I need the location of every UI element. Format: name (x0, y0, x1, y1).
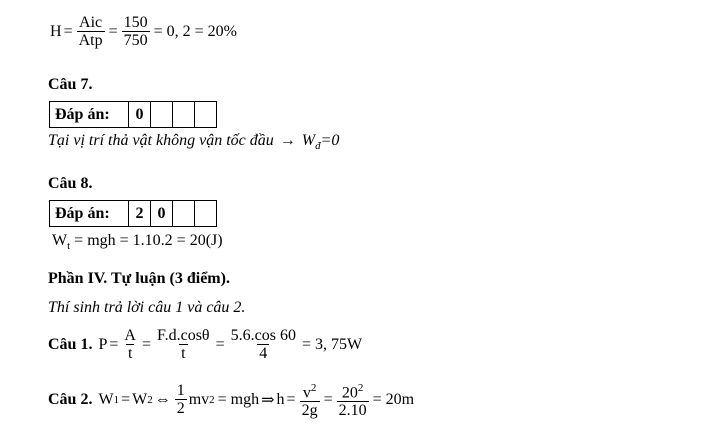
q7-answer-cell (151, 102, 173, 128)
part4-heading: Phần IV. Tự luận (3 điểm). (48, 270, 230, 287)
q8-title: Câu 8. (48, 175, 93, 192)
c1-title: Câu 1. (48, 336, 93, 353)
c1-formula: Câu 1. P = $\frac{A}{t}$ = $\frac{F.d.\cos\theta}{t}$ = $\frac{5.6.\cos 60}{4}$ = 3, 75W (48, 327, 363, 362)
q7-answer-label: Đáp án: (50, 102, 129, 128)
c2-result: = 20m (372, 391, 415, 409)
arrow-icon: → (279, 132, 296, 149)
q7-answer-cell (173, 102, 195, 128)
q8-answer-grid (49, 200, 217, 227)
efficiency-formula: H = $\frac{\text{Aic}}{\text{Atp}}$ = $\frac{150}{750}$ = 0, 2 = 20% (50, 14, 237, 49)
c2-fraction-numeric: $\frac{20^2}{2.10}$ (338, 382, 367, 420)
q8-formula: $W_t$ = mgh = 1.10.2 = 20(J) (52, 232, 223, 253)
implies-icon: ⇒ (261, 392, 275, 410)
q7-answer-cell: 0 (129, 102, 151, 128)
efficiency-fraction-2: $\frac{150}{750}$ (123, 14, 148, 49)
c2-formula: Câu 2. W 1 = W 2 ⇔ $\frac{1}{2}$ mv 2 = mgh ⇒ h = $\frac{v^2}{2g}$ = $\frac{20^2}{2.10}$ = 20m (48, 382, 415, 420)
q8-answer-cell: 0 (151, 201, 173, 227)
part4-instruction: Thí sinh trả lời câu 1 và câu 2. (48, 299, 246, 316)
c2-fraction-v2-2g: $\frac{v^2}{2g}$ (301, 382, 318, 420)
q8-answer-cell: 2 (129, 201, 151, 227)
c1-fraction-1: $\frac{A}{t}$ (124, 327, 136, 362)
c1-fraction-3: $\frac{5.6.\cos 60}{4}$ (230, 327, 296, 362)
q7-answer-grid (49, 101, 217, 128)
efficiency-fraction-1: $\frac{\text{Aic}}{\text{Atp}}$ (78, 14, 103, 49)
q8-answer-label: Đáp án: (50, 201, 129, 227)
q7-title: Câu 7. (48, 76, 93, 93)
efficiency-lhs: H (50, 23, 62, 40)
q8-answer-cell (173, 201, 195, 227)
efficiency-result: = 0, 2 = 20% (153, 23, 237, 40)
iff-icon: ⇔ (154, 391, 171, 409)
q8-answer-cell (195, 201, 217, 227)
c2-fraction-half: $\frac{1}{2}$ (176, 382, 185, 418)
q7-answer-cell (195, 102, 217, 128)
c1-result: = 3, 75W (301, 336, 363, 353)
q7-note: Tại vị trí thả vật không vận tốc đầu → $W_đ=0$ (48, 132, 340, 153)
c2-title: Câu 2. (48, 391, 93, 409)
c1-fraction-2: $\frac{F.d.\cos\theta}{t}$ (156, 327, 210, 362)
